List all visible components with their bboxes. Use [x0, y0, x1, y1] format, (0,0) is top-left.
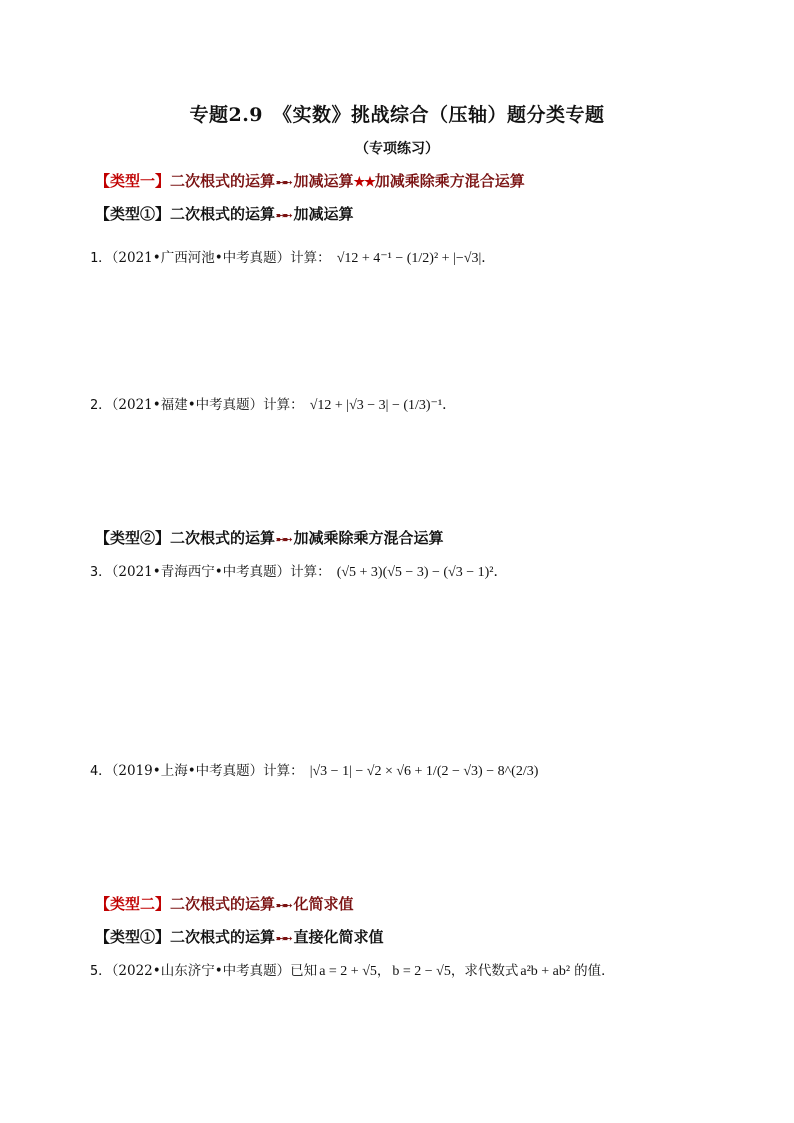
question-expression: |√3 − 1| − √2 × √6 + 1/(2 − √3) − 8^(2/3): [309, 764, 539, 779]
question-number: 2．: [90, 397, 112, 413]
question-2: [90, 393, 456, 414]
question-number: 1．: [90, 250, 112, 266]
section-subtopic: 加减运算: [293, 172, 354, 190]
section-tag: 【类型②】: [95, 529, 171, 547]
section-tag: 【类型①】: [95, 205, 171, 223]
section-subtopic: 加减运算: [293, 205, 354, 223]
arrow-icon: ➸➸: [276, 209, 291, 222]
section-header-type-2a: [95, 926, 383, 947]
condition-a: a = 2 + √5: [319, 964, 377, 979]
section-tag: 【类型二】: [95, 895, 171, 913]
question-source: （2019•上海•中考真题）计算：: [111, 763, 304, 779]
question-5: [90, 959, 615, 980]
section-tag: 【类型①】: [95, 928, 171, 946]
section-tag: 【类型一】: [95, 172, 171, 190]
question-expression: (√5 + 3)(√5 − 3) − (√3 − 1)²．: [336, 565, 508, 580]
question-4: [90, 759, 538, 780]
document-title: 专题2.9 《实数》挑战综合（压轴）题分类专题: [189, 104, 605, 126]
question-source: （2022•山东济宁•中考真题）已知: [111, 963, 318, 979]
question-source: （2021•福建•中考真题）计算：: [111, 397, 304, 413]
section-subtopic: 加减乘除乘方混合运算: [293, 529, 444, 547]
section-header-type-1: [95, 170, 525, 191]
section-topic: 二次根式的运算: [170, 529, 276, 547]
arrow-icon: ➸➸: [276, 899, 291, 912]
section-header-type-2: [95, 893, 353, 914]
question-1: [90, 246, 495, 267]
question-source: （2021•广西河池•中考真题）计算：: [111, 250, 331, 266]
section-subtopic-2: 加减乘除乘方混合运算: [374, 172, 525, 190]
section-header-type-1b: [95, 527, 443, 548]
question-expression: a²b + ab²: [520, 964, 571, 979]
arrow-icon: ➸➸: [276, 176, 291, 189]
section-header-type-1a: [95, 203, 353, 224]
section-topic: 二次根式的运算: [170, 895, 276, 913]
question-expression: √12 + |√3 − 3| − (1/3)⁻¹．: [309, 398, 457, 413]
arrow-icon: ➸➸: [276, 533, 291, 546]
section-topic: 二次根式的运算: [170, 205, 276, 223]
question-end: 的值．: [574, 963, 615, 979]
question-ask: ，求代数式: [450, 963, 519, 979]
question-source: （2021•青海西宁•中考真题）计算：: [111, 564, 331, 580]
question-number: 5．: [90, 963, 112, 979]
document-subtitle: （专项练习）: [355, 141, 439, 157]
question-3: [90, 560, 508, 581]
question-expression: √12 + 4⁻¹ − (1/2)² + |−√3|．: [336, 251, 496, 266]
question-number: 3．: [90, 564, 112, 580]
question-number: 4．: [90, 763, 112, 779]
condition-b: b = 2 − √5: [392, 964, 451, 979]
separator: ，: [376, 963, 391, 979]
section-topic: 二次根式的运算: [170, 928, 276, 946]
arrow-icon: ➸➸: [276, 932, 291, 945]
section-subtopic: 直接化简求值: [293, 928, 384, 946]
section-subtopic: 化简求值: [293, 895, 354, 913]
section-topic: 二次根式的运算: [170, 172, 276, 190]
star-icon: ★★: [353, 175, 375, 190]
